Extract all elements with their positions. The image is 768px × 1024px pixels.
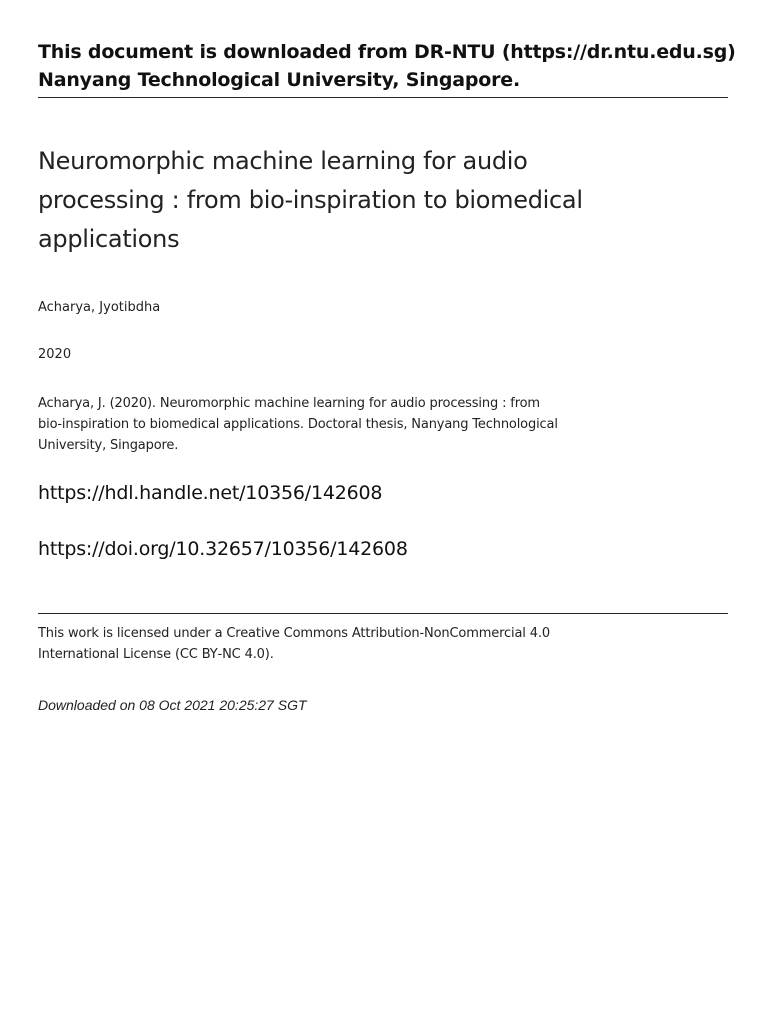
download-timestamp: Downloaded on 08 Oct 2021 20:25:27 SGT <box>38 697 307 713</box>
repository-header <box>38 38 736 98</box>
document-title: Neuromorphic machine learning for audio processing : from bio‑inspiration to biomedical applications <box>38 147 583 253</box>
document-year: 2020 <box>38 347 72 362</box>
citation-text: Acharya, J. (2020). Neuromorphic machine learning for audio processing : from bio‑inspiration to biomedical applications. Doctoral thesis, Nanyang Technological University, Singapore. <box>38 396 558 453</box>
header-source-line: This document is downloaded from DR‑NTU (https://dr.ntu.edu.sg) <box>38 41 736 63</box>
doi-link[interactable]: https://doi.org/10.32657/10356/142608 <box>38 538 408 560</box>
license-text: This work is licensed under a Creative Commons Attribution‑NonCommercial 4.0 International License (CC BY‑NC 4.0). <box>38 626 550 662</box>
document-author: Acharya, Jyotibdha <box>38 300 161 315</box>
handle-link[interactable]: https://hdl.handle.net/10356/142608 <box>38 482 383 504</box>
section-divider <box>38 613 728 614</box>
header-institution-line: Nanyang Technological University, Singapore. <box>38 69 521 91</box>
